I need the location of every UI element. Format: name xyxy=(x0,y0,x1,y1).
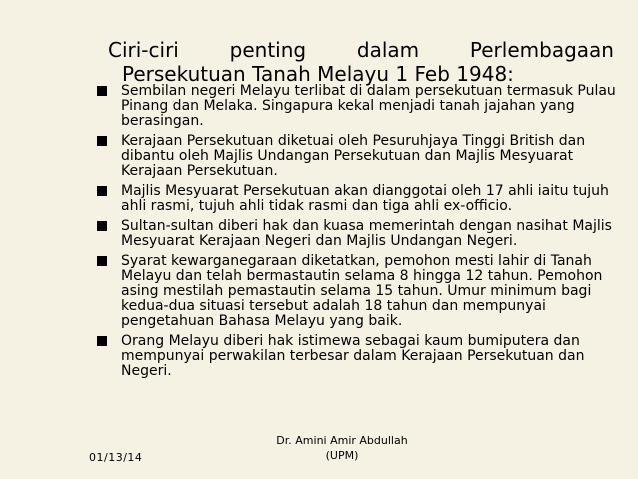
list-item-text: Majlis Mesyuarat Persekutuan akan dianggotai oleh 17 ahli iaitu tujuh ahli rasmi, tujuh ahli tidak rasmi dan tiga ahli ex-officio. xyxy=(121,183,609,214)
list-item xyxy=(97,334,617,379)
square-bullet-icon xyxy=(97,336,107,346)
list-item xyxy=(97,184,617,214)
bullet-list xyxy=(97,84,617,384)
list-item-text: Sembilan negeri Melayu terlibat di dalam persekutuan termasuk Pulau Pinang dan Melaka. Singapura kekal menjadi tanah jajahan yang berasingan. xyxy=(121,83,616,129)
footer-date: 01/13/14 xyxy=(89,451,143,464)
list-item xyxy=(97,254,617,329)
square-bullet-icon xyxy=(97,86,107,96)
list-item-text: Orang Melayu diberi hak istimewa sebagai kaum bumiputera dan mempunyai perwakilan terbesar dalam Kerajaan Persekutuan dan Negeri. xyxy=(121,333,585,379)
footer-author-name: Dr. Amini Amir Abdullah xyxy=(276,434,408,447)
heading-word: Ciri-ciri xyxy=(108,38,179,62)
heading-word: dalam xyxy=(356,38,420,62)
list-item xyxy=(97,84,617,129)
slide-heading xyxy=(108,38,614,86)
heading-line-1 xyxy=(108,38,614,62)
heading-word: Perlembagaan xyxy=(469,38,614,62)
footer-author xyxy=(260,433,424,463)
list-item xyxy=(97,134,617,179)
heading-line-2: Persekutuan Tanah Melayu 1 Feb 1948: xyxy=(122,62,514,86)
square-bullet-icon xyxy=(97,221,107,231)
square-bullet-icon xyxy=(97,136,107,146)
list-item-text: Sultan-sultan diberi hak dan kuasa memerintah dengan nasihat Majlis Mesyuarat Kerajaan Negeri dan Majlis Undangan Negeri. xyxy=(121,218,612,249)
footer-author-affiliation: (UPM) xyxy=(325,449,359,462)
square-bullet-icon xyxy=(97,256,107,266)
square-bullet-icon xyxy=(97,186,107,196)
list-item-text: Kerajaan Persekutuan diketuai oleh Pesuruhjaya Tinggi British dan dibantu oleh Majlis Undangan Persekutuan dan Majlis Mesyuarat Kerajaan Persekutuan. xyxy=(121,133,586,179)
list-item-text: Syarat kewarganegaraan diketatkan, pemohon mesti lahir di Tanah Melayu dan telah bermastautin selama 8 hingga 12 tahun. Pemohon asing mestilah pemastautin selama 15 tahun. Umur minimum bagi kedua-dua situasi tersebut adalah 18 tahun dan mempunyai pengetahuan Bahasa Melayu yang baik. xyxy=(121,253,603,329)
heading-word: penting xyxy=(229,38,307,62)
list-item xyxy=(97,219,617,249)
